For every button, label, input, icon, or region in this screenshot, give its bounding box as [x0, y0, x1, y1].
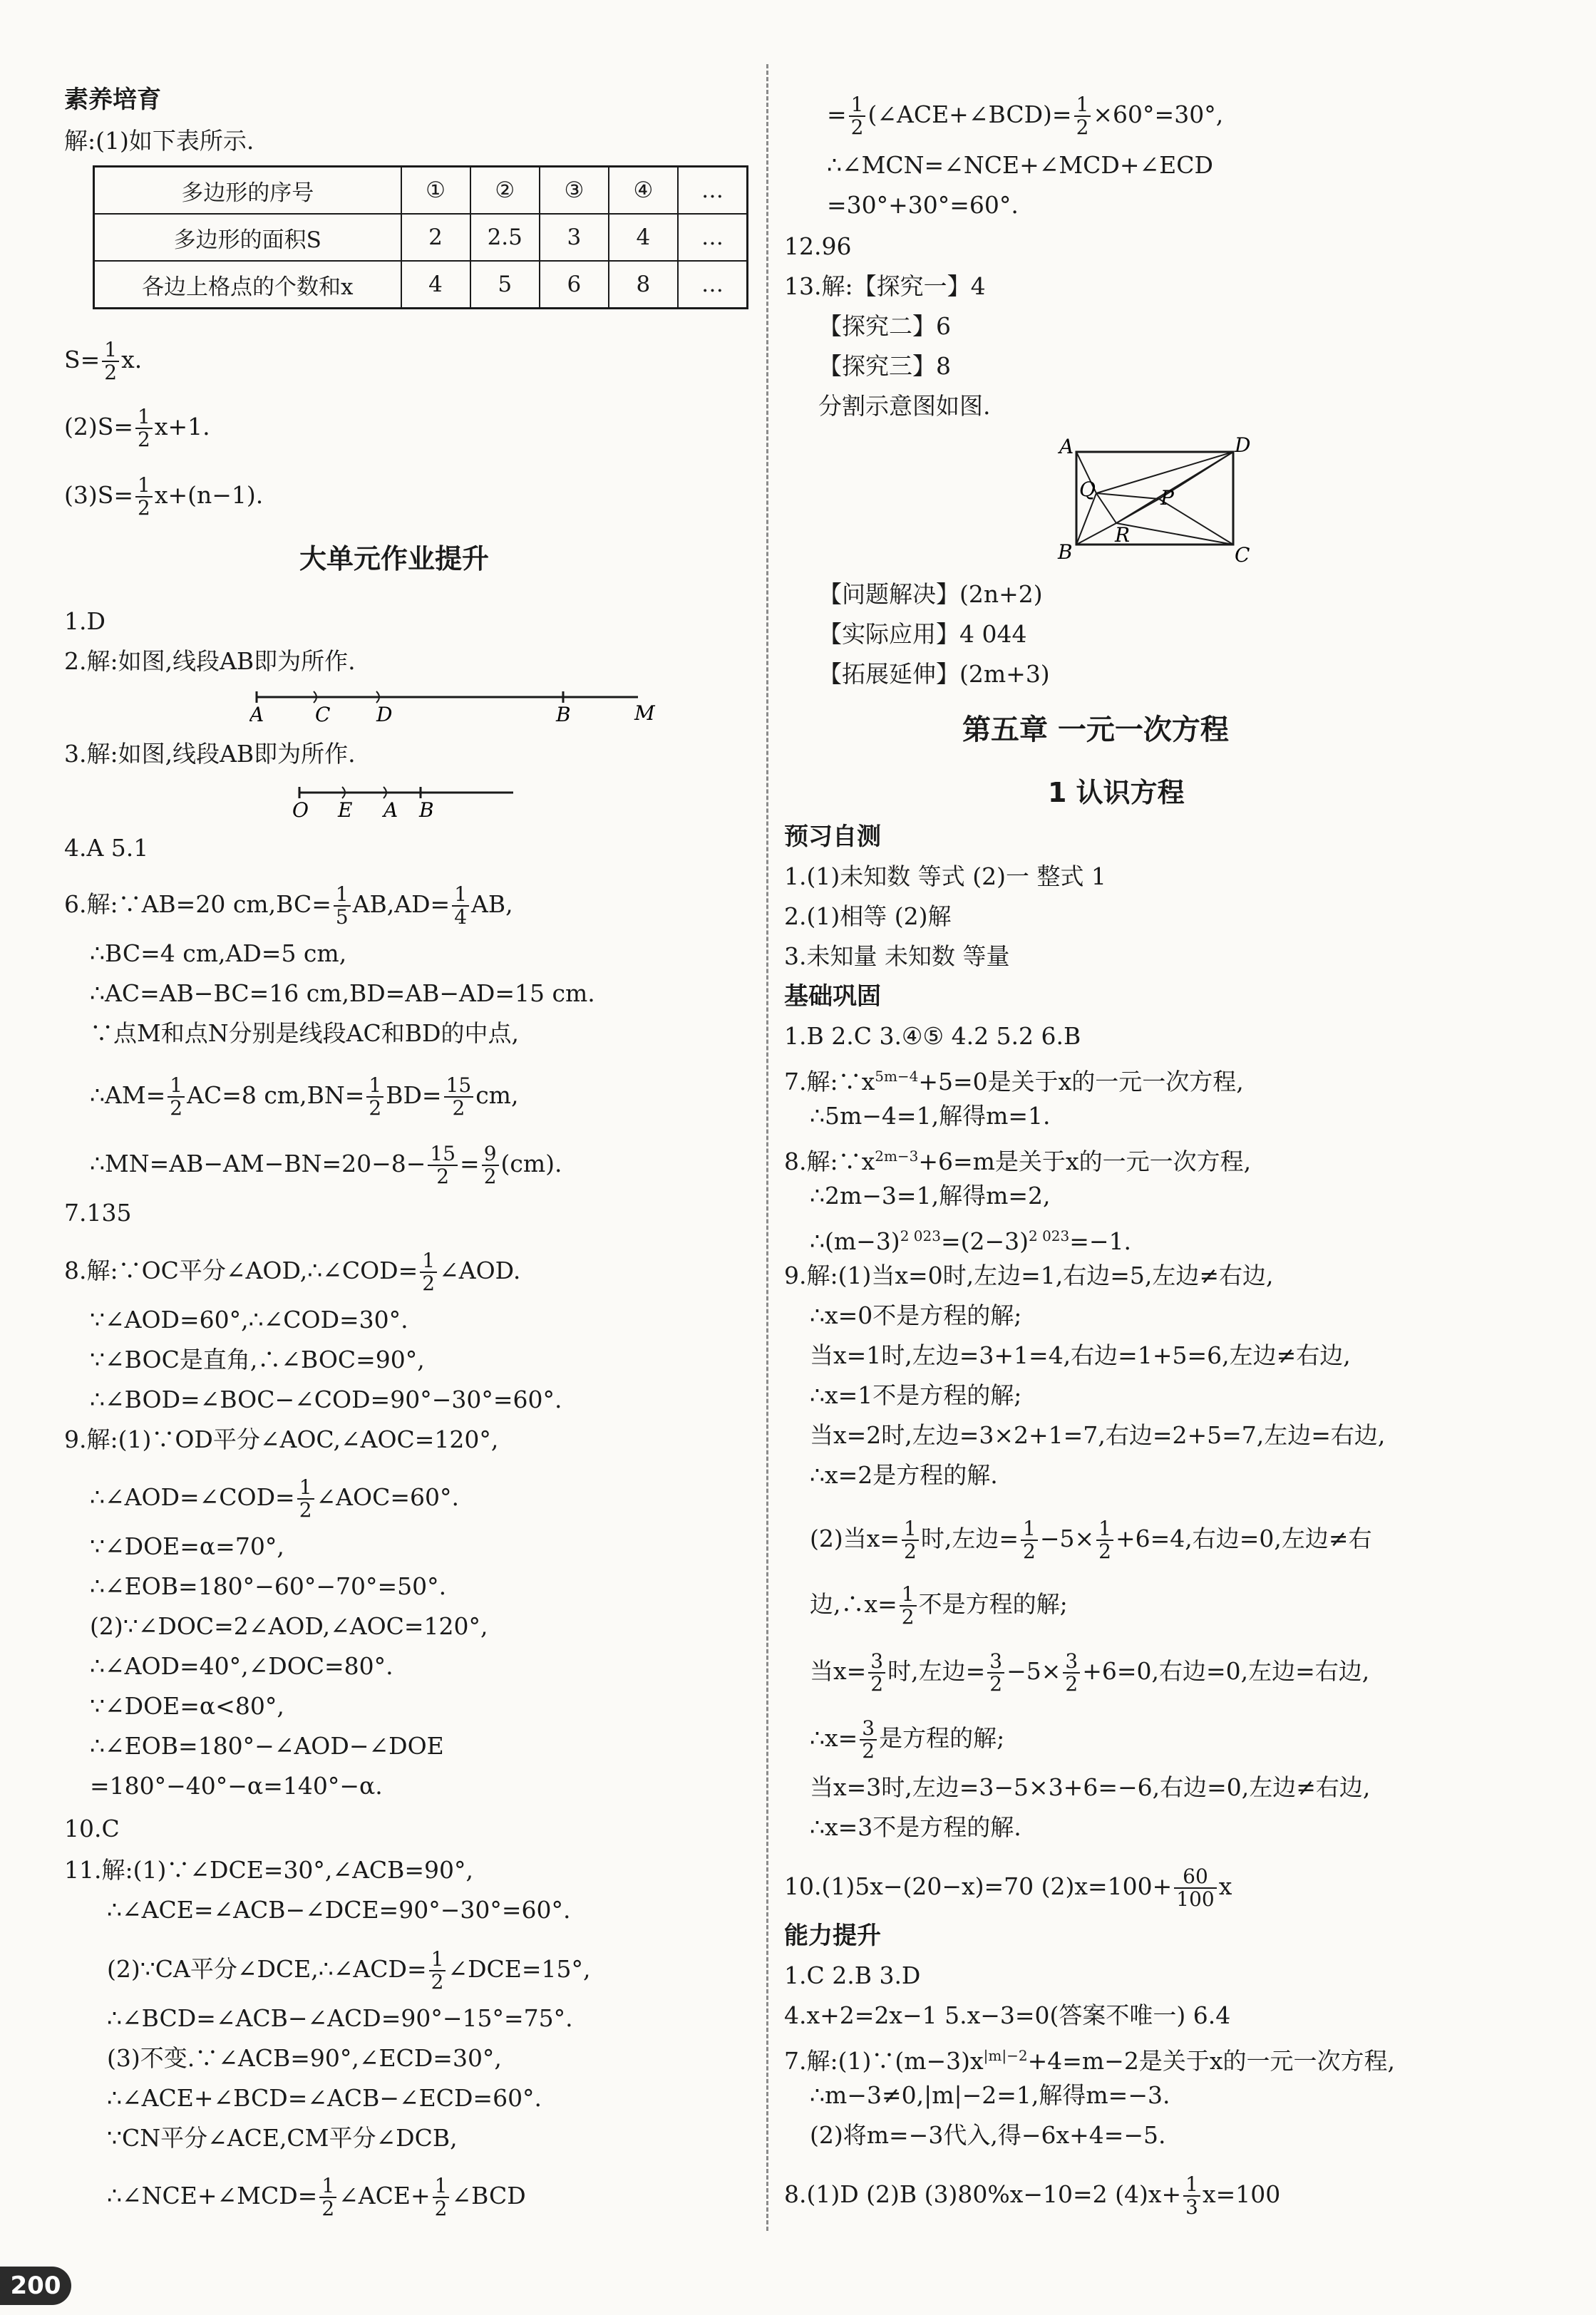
basic-7-line2: ∴5m−4=1,解得m=1.: [810, 1102, 1051, 1130]
ability-4-6: 4.x+2=2x−1 5.x−3=0(答案不唯一) 6.4: [784, 2001, 1231, 2029]
frac-num: 1: [452, 884, 469, 907]
table-row: [94, 214, 748, 261]
fraction: [135, 406, 153, 450]
preview-1: 1.(1)未知数 等式 (2)一 整式 1: [784, 862, 1106, 890]
frac-den: 3: [1185, 2195, 1198, 2219]
fraction: [168, 1075, 185, 1119]
frac-num: 1: [429, 1949, 446, 1971]
table-cell: ③: [540, 167, 609, 215]
text: 7.解:∵x: [784, 1068, 875, 1095]
text: (3)S=: [64, 481, 134, 509]
s1-eq2: [64, 406, 210, 450]
frac-num: 1: [900, 1584, 917, 1607]
fraction: [868, 1651, 885, 1695]
table-cell: 3: [540, 214, 609, 261]
fraction: [902, 1518, 919, 1562]
fraction: [102, 339, 119, 383]
text: x+1.: [154, 413, 210, 440]
text: BD=: [386, 1081, 442, 1109]
text: 是方程的解;: [879, 1724, 1005, 1752]
text: (cm).: [500, 1150, 562, 1177]
text: +6=0,右边=0,左边=右边,: [1082, 1657, 1370, 1685]
frac-den: 2: [299, 1498, 312, 1522]
text: =−1.: [1069, 1227, 1132, 1255]
table-cell: 8: [609, 261, 678, 309]
text: ∴MN=AB−AM−BN=20−8−: [90, 1150, 426, 1177]
s1-eq1: [64, 339, 142, 383]
fraction: [452, 884, 469, 928]
frac-num: 1: [1096, 1518, 1113, 1541]
section-title-suyang: 素养培育: [64, 86, 161, 114]
answer-9-line7: ∵∠DOE=α<80°,: [90, 1692, 284, 1720]
fig13-label: A: [1059, 436, 1074, 458]
table-cell: ②: [470, 167, 540, 215]
frac-den: 2: [170, 1096, 183, 1120]
text: ∴∠NCE+∠MCD=: [107, 2182, 318, 2210]
fig3-label: A: [383, 798, 398, 820]
frac-num: 1: [902, 1518, 919, 1541]
answer-11-line3: [107, 1949, 591, 1993]
table-row-header: 各边上格点的个数和x: [94, 261, 401, 309]
frac-den: 2: [321, 2197, 335, 2220]
text: ∴∠AOD=∠COD=: [90, 1483, 295, 1511]
partition-figure-13: [1055, 436, 1255, 564]
fraction: [428, 1143, 458, 1187]
answer-9-line6: ∴∠AOD=40°,∠DOC=80°.: [90, 1652, 393, 1680]
fraction: [1063, 1651, 1080, 1695]
preview-3: 3.未知量 未知数 等量: [784, 942, 1010, 970]
fig13-label: P: [1160, 486, 1174, 510]
answer-13-line1: 13.解:【探究一】4: [784, 272, 986, 300]
fig2-label: B: [556, 703, 571, 726]
answer-7: 7.135: [64, 1199, 132, 1227]
fraction: [429, 1949, 446, 1993]
answer-3: 3.解:如图,线段AB即为所作.: [64, 740, 356, 768]
answer-11-line8: [107, 2175, 526, 2219]
fig2-label: M: [634, 701, 655, 725]
table-row: [94, 261, 748, 309]
table-cell: 2.5: [470, 214, 540, 261]
frac-num: 15: [428, 1143, 458, 1166]
basic-9-line7: [810, 1518, 1372, 1562]
frac-num: 3: [868, 1651, 885, 1674]
fraction: [849, 94, 866, 138]
table-row-header: 多边形的序号: [94, 167, 401, 215]
fig13-label: Q: [1079, 478, 1096, 501]
answer-6-line4: ∵点M和点N分别是线段AC和BD的中点,: [90, 1019, 519, 1047]
fraction: [135, 475, 153, 519]
table-cell: …: [678, 167, 748, 215]
column-divider: [766, 64, 768, 2231]
s1-eq3: [64, 475, 263, 519]
fig13-label: B: [1058, 540, 1073, 564]
text: 6.解:∵AB=20 cm,BC=: [64, 890, 331, 918]
table-cell: …: [678, 214, 748, 261]
frac-den: 2: [1022, 1540, 1036, 1563]
text: =: [827, 100, 847, 128]
fraction: [482, 1143, 499, 1187]
text: +5=0是关于x的一元一次方程,: [918, 1068, 1244, 1095]
answer-11-line2: ∴∠ACE=∠ACB−∠DCE=90°−30°=60°.: [107, 1896, 571, 1924]
text: ∴AM=: [90, 1081, 166, 1109]
text: 10.(1)5x−(20−x)=70 (2)x=100+: [784, 1872, 1173, 1900]
fraction: [420, 1250, 437, 1294]
lesson-title: 1 认识方程: [1048, 777, 1185, 808]
r-cont-line3: =30°+30°=60°.: [827, 191, 1019, 219]
frac-num: 3: [987, 1651, 1004, 1674]
text: AB,AD=: [352, 890, 451, 918]
answer-8-line2: ∵∠AOD=60°,∴∠COD=30°.: [90, 1306, 408, 1334]
fraction: [1174, 1866, 1216, 1910]
frac-den: 2: [422, 1272, 436, 1295]
section-preview: 预习自测: [784, 823, 881, 851]
answer-9-line9: =180°−40°−α=140°−α.: [90, 1772, 383, 1800]
text: 时,左边=: [887, 1657, 986, 1685]
frac-den: 2: [436, 1165, 450, 1188]
text: ∠ACE+: [339, 2182, 431, 2210]
answer-13-line3: 【探究三】8: [818, 352, 951, 380]
frac-den: 2: [1076, 115, 1089, 139]
frac-den: 2: [850, 115, 864, 139]
basic-9-line6: ∴x=2是方程的解.: [810, 1461, 998, 1489]
answer-8-line4: ∴∠BOD=∠BOC−∠COD=90°−30°=60°.: [90, 1386, 562, 1413]
text: +4=m−2是关于x的一元一次方程,: [1027, 2047, 1395, 2075]
fraction: [297, 1477, 314, 1521]
frac-den: 100: [1176, 1887, 1215, 1911]
basic-9-line10: [810, 1718, 1004, 1762]
answer-6-line2: ∴BC=4 cm,AD=5 cm,: [90, 939, 347, 967]
frac-num: 1: [849, 94, 866, 117]
basic-9-line8: [810, 1584, 1068, 1628]
frac-den: 2: [1065, 1672, 1078, 1696]
frac-num: 1: [366, 1075, 383, 1098]
frac-num: 1: [1183, 2174, 1200, 2197]
frac-num: 1: [297, 1477, 314, 1500]
text: (2)当x=: [810, 1525, 900, 1552]
text: 8.解:∵OC平分∠AOD,∴∠COD=: [64, 1257, 418, 1284]
frac-den: 2: [138, 428, 150, 451]
answer-11-line4: ∴∠BCD=∠ACB−∠ACD=90°−15°=75°.: [107, 2004, 573, 2032]
frac-num: 1: [420, 1250, 437, 1273]
text: 当x=: [810, 1657, 867, 1685]
segment-figure-3: [292, 777, 520, 820]
page-number-badge: 200: [0, 2267, 71, 2305]
basic-9-line3: 当x=1时,左边=3+1=4,右边=1+5=6,左边≠右边,: [810, 1341, 1351, 1369]
frac-num: 1: [135, 475, 153, 497]
text: (2)∵CA平分∠DCE,∴∠ACD=: [107, 1955, 427, 1983]
frac-den: 2: [904, 1540, 917, 1563]
frac-den: 4: [454, 905, 468, 929]
frac-den: 2: [452, 1096, 465, 1120]
text: 不是方程的解;: [918, 1590, 1068, 1618]
basic-9-line2: ∴x=0不是方程的解;: [810, 1301, 1022, 1329]
section-ability: 能力提升: [784, 1922, 881, 1950]
frac-num: 1: [168, 1075, 185, 1098]
text: 时,左边=: [920, 1525, 1019, 1552]
answer-6-line3: ∴AC=AB−BC=16 cm,BD=AB−AD=15 cm.: [90, 979, 595, 1007]
answer-13-line5: 【问题解决】(2n+2): [818, 580, 1043, 608]
frac-den: 2: [870, 1672, 884, 1696]
frac-den: 2: [431, 1970, 444, 1994]
text: S=: [64, 346, 101, 373]
answer-9-line8: ∴∠EOB=180°−∠AOD−∠DOE: [90, 1732, 444, 1760]
text: (2)S=: [64, 413, 134, 440]
superscript: |m|−2: [983, 2047, 1028, 2064]
r-cont-line2: ∴∠MCN=∠NCE+∠MCD+∠ECD: [827, 151, 1213, 179]
polygon-table: [93, 165, 748, 309]
frac-den: 2: [483, 1165, 497, 1188]
text: x.: [121, 346, 143, 373]
answer-8-line3: ∵∠BOC是直角,∴∠BOC=90°,: [90, 1346, 425, 1373]
answer-9-line4: ∴∠EOB=180°−60°−70°=50°.: [90, 1572, 447, 1600]
answer-11-line5: (3)不变.∵∠ACB=90°,∠ECD=30°,: [107, 2044, 502, 2072]
s1-line1: 解:(1)如下表所示.: [64, 127, 254, 155]
fig13-label: C: [1235, 543, 1250, 564]
r-cont-line1: [827, 94, 1223, 138]
fraction: [1074, 94, 1091, 138]
text: x: [1218, 1872, 1232, 1900]
basic-8-line3: [810, 1220, 1131, 1257]
text: x+(n−1).: [154, 481, 264, 509]
frac-den: 2: [862, 1739, 875, 1763]
frac-num: 1: [135, 406, 153, 429]
table-cell: 5: [470, 261, 540, 309]
frac-den: 2: [104, 361, 118, 384]
basic-9-line9: [810, 1651, 1369, 1695]
frac-num: 1: [319, 2175, 336, 2198]
answer-13-line4: 分割示意图如图.: [818, 392, 991, 420]
text: AB,: [471, 890, 513, 918]
basic-7-line1: [784, 1061, 1244, 1098]
frac-num: 1: [1074, 94, 1091, 117]
section-basic: 基础巩固: [784, 982, 881, 1011]
text: ∠AOD.: [439, 1257, 521, 1284]
basic-10: [784, 1866, 1232, 1910]
text: =(2−3): [940, 1227, 1029, 1255]
answer-13-line6: 【实际应用】4 044: [818, 620, 1027, 648]
table-cell: 4: [609, 214, 678, 261]
frac-den: 2: [434, 2197, 448, 2220]
text: 7.解:(1)∵(m−3)x: [784, 2047, 984, 2075]
superscript: 2 023: [900, 1227, 941, 1244]
table-row: [94, 167, 748, 215]
text: 8.(1)D (2)B (3)80%x−10=2 (4)x+: [784, 2180, 1182, 2208]
ability-7-line1: [784, 2040, 1395, 2077]
ability-1-3: 1.C 2.B 3.D: [784, 1961, 921, 1989]
answer-1: 1.D: [64, 607, 105, 635]
superscript: 5m−4: [875, 1068, 919, 1085]
answer-6-line1: [64, 884, 513, 928]
table-row-header: 多边形的面积S: [94, 214, 401, 261]
basic-8-line1: [784, 1140, 1251, 1177]
ability-8: [784, 2174, 1280, 2218]
table-cell: ①: [401, 167, 470, 215]
fraction: [1021, 1518, 1038, 1562]
fig2-label: C: [315, 703, 331, 726]
section-title-unit: 大单元作业提升: [299, 543, 490, 574]
fraction: [860, 1718, 877, 1762]
answer-12: 12.96: [784, 232, 852, 260]
answer-4-5: 4.A 5.1: [64, 834, 149, 862]
answer-9-line5: (2)∵∠DOC=2∠AOD,∠AOC=120°,: [90, 1612, 488, 1640]
fraction: [433, 2175, 450, 2219]
ability-7-line2: ∴m−3≠0,|m|−2=1,解得m=−3.: [810, 2081, 1170, 2109]
text: 8.解:∵x: [784, 1148, 875, 1175]
text: ∴(m−3): [810, 1227, 900, 1255]
fraction: [366, 1075, 383, 1119]
frac-num: 3: [860, 1718, 877, 1741]
fig2-label: D: [376, 703, 393, 726]
fig3-label: O: [292, 798, 309, 820]
basic-9-line12: ∴x=3不是方程的解.: [810, 1813, 1021, 1841]
basic-9-line11: 当x=3时,左边=3−5×3+6=−6,右边=0,左边≠右边,: [810, 1773, 1371, 1801]
frac-den: 2: [369, 1096, 382, 1120]
frac-num: 15: [444, 1075, 474, 1098]
text: cm,: [475, 1081, 519, 1109]
frac-den: 2: [989, 1672, 1003, 1696]
frac-num: 60: [1174, 1866, 1216, 1889]
answer-13-line2: 【探究二】6: [818, 312, 951, 340]
text: ∴x=: [810, 1724, 858, 1752]
superscript: 2m−3: [875, 1148, 919, 1165]
answer-10: 10.C: [64, 1815, 120, 1842]
text: =: [460, 1150, 480, 1177]
fraction: [1183, 2174, 1200, 2218]
frac-den: 2: [138, 496, 150, 520]
fraction: [334, 884, 351, 928]
basic-9-line5: 当x=2时,左边=3×2+1=7,右边=2+5=7,左边=右边,: [810, 1421, 1386, 1449]
basic-1-6: 1.B 2.C 3.④⑤ 4.2 5.2 6.B: [784, 1022, 1081, 1050]
frac-num: 1: [334, 884, 351, 907]
fig13-label: D: [1235, 436, 1251, 457]
answer-9-line2: [90, 1477, 459, 1521]
fraction: [900, 1584, 917, 1628]
table-cell: 4: [401, 261, 470, 309]
text: ∠DCE=15°,: [448, 1955, 591, 1983]
chapter-title: 第五章 一元一次方程: [962, 713, 1229, 746]
fraction: [319, 2175, 336, 2219]
answer-11-line7: ∵CN平分∠ACE,CM平分∠DCB,: [107, 2124, 458, 2152]
basic-8-line2: ∴2m−3=1,解得m=2,: [810, 1182, 1051, 1210]
text: +6=m是关于x的一元一次方程,: [918, 1148, 1252, 1175]
frac-num: 3: [1063, 1651, 1080, 1674]
answer-2: 2.解:如图,线段AB即为所作.: [64, 647, 356, 675]
table-cell: 2: [401, 214, 470, 261]
superscript: 2 023: [1029, 1227, 1070, 1244]
text: ∠BCD: [451, 2182, 526, 2210]
text: (∠ACE+∠BCD)=: [867, 100, 1072, 128]
text: ∠AOC=60°.: [316, 1483, 459, 1511]
table-cell: 6: [540, 261, 609, 309]
text: −5×: [1039, 1525, 1095, 1552]
fig13-label: R: [1115, 523, 1131, 547]
answer-8-line1: [64, 1250, 520, 1294]
fraction: [987, 1651, 1004, 1695]
text: −5×: [1006, 1657, 1061, 1685]
table-cell: …: [678, 261, 748, 309]
table-cell: ④: [609, 167, 678, 215]
text: ×60°=30°,: [1093, 100, 1224, 128]
answer-9-line3: ∵∠DOE=α=70°,: [90, 1532, 284, 1560]
fig3-label: B: [419, 798, 434, 820]
basic-9-line1: 9.解:(1)当x=0时,左边=1,右边=5,左边≠右边,: [784, 1262, 1274, 1289]
text: 边,∴x=: [810, 1590, 897, 1618]
preview-2: 2.(1)相等 (2)解: [784, 902, 952, 930]
frac-den: 2: [901, 1605, 915, 1629]
frac-num: 1: [102, 339, 119, 362]
text: AC=8 cm,BN=: [187, 1081, 365, 1109]
answer-9-line1: 9.解:(1)∵OD平分∠AOC,∠AOC=120°,: [64, 1425, 499, 1453]
answer-6-line6: [90, 1143, 562, 1187]
fig2-label: A: [249, 703, 264, 726]
fraction: [444, 1075, 474, 1119]
fraction: [1096, 1518, 1113, 1562]
fig3-label: E: [338, 798, 353, 820]
text: +6=4,右边=0,左边≠右: [1115, 1525, 1372, 1552]
answer-11-line1: 11.解:(1)∵∠DCE=30°,∠ACB=90°,: [64, 1856, 474, 1884]
frac-den: 5: [335, 905, 349, 929]
answer-13-line7: 【拓展延伸】(2m+3): [818, 660, 1050, 688]
frac-num: 1: [1021, 1518, 1038, 1541]
ability-7-line3: (2)将m=−3代入,得−6x+4=−5.: [810, 2121, 1166, 2149]
frac-num: 9: [482, 1143, 499, 1166]
answer-11-line6: ∴∠ACE+∠BCD=∠ACB−∠ECD=60°.: [107, 2084, 542, 2112]
basic-9-line4: ∴x=1不是方程的解;: [810, 1381, 1022, 1409]
frac-num: 1: [433, 2175, 450, 2198]
frac-den: 2: [1098, 1540, 1111, 1563]
answer-6-line5: [90, 1075, 518, 1119]
text: x=100: [1202, 2180, 1281, 2208]
segment-figure-2: [249, 683, 663, 726]
